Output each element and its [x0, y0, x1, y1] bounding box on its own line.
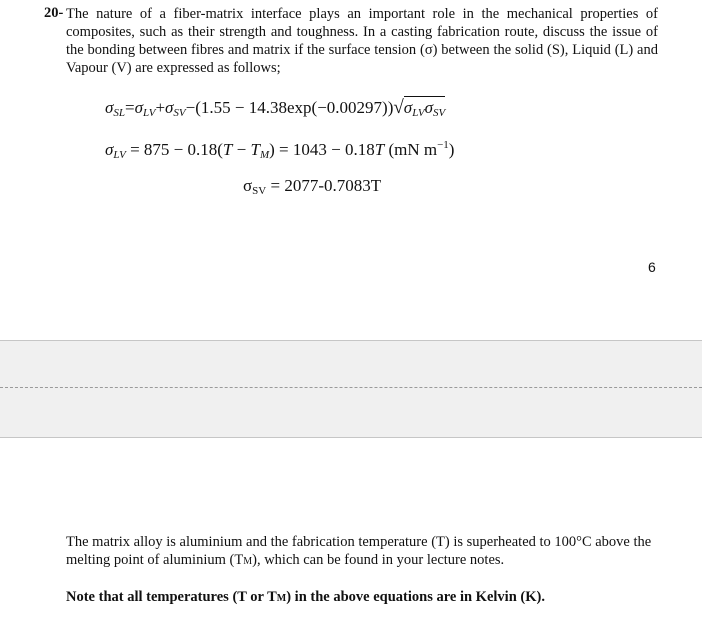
sigma-symbol: σ: [134, 98, 143, 117]
dashed-divider: [0, 387, 702, 388]
subscript-sl: SL: [113, 107, 126, 119]
equation-middle: −(1.55 − 14.38exp(−0.00297)): [185, 98, 394, 117]
equation-sigma-sv: [243, 176, 381, 197]
question-number: 20-: [44, 5, 64, 21]
note-kelvin: Note that all temperatures (T or TM) in the above equations are in Kelvin (K).: [66, 589, 545, 605]
sigma-symbol: σ: [105, 98, 114, 117]
sigma-symbol: σ: [243, 176, 253, 195]
subscript-lv: LV: [113, 149, 126, 161]
sigma-symbol: σ: [105, 140, 114, 159]
subscript-sv: SV: [173, 107, 186, 119]
subscript-sv: SV: [252, 185, 267, 197]
note-matrix-alloy: The matrix alloy is aluminium and the fabrication temperature (T) is superheated to 100°C above the melting point of aluminium (TM), which can be found in your lecture notes.: [66, 534, 652, 568]
sqrt-radicand: $\sigma_{LV}\sigma_{SV}$: [403, 98, 446, 119]
subscript-lv: LV: [143, 107, 156, 119]
marks-value: 6: [648, 259, 656, 275]
sqrt-icon: √: [393, 97, 404, 118]
question-text: The nature of a fiber-matrix interface plays an important role in the mechanical properties of composites, such as their strength and toughness. In a casting fabrication route, discuss the issue of the bonding between fibres and matrix if the surface tension (σ) between the solid (S), Liquid (L) and Vapour (V) are expressed as follows;: [66, 6, 658, 76]
equation-rhs: = 2077-0.7083T: [266, 176, 382, 195]
equation-sigma-sl: $\sigma_{SL}=\sigma_{LV}+\sigma_{SV}-(1.55 - 14.38\exp(-0.00297))√\sigma_{LV}\sigma_{SV}$: [105, 97, 446, 119]
answer-area[interactable]: [0, 340, 702, 438]
sigma-symbol: σ: [165, 98, 174, 117]
equation-sigma-lv: $\sigma_{LV} = 875 - 0.18(T - T_M) = 1043 - 0.18T$ (mN $m^{-1}$): [105, 139, 455, 161]
